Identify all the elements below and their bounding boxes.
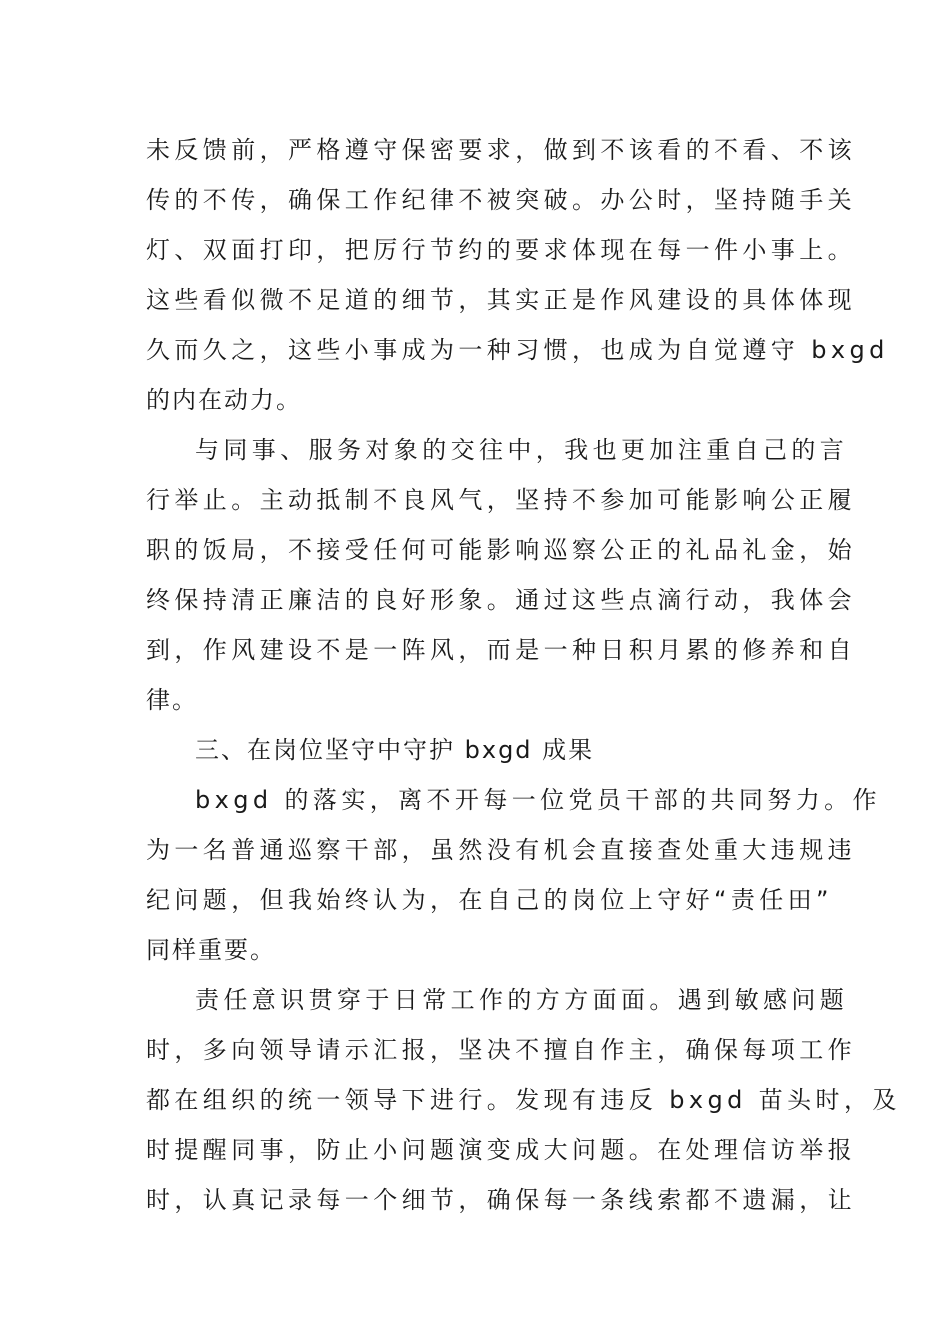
- text-line: 行举止。主动抵制不良风气，坚持不参加可能影响公正履: [146, 486, 856, 514]
- text-line: 职的饭局，不接受任何可能影响巡察公正的礼品礼金，始: [146, 536, 856, 564]
- text-line: 到，作风建设不是一阵风，而是一种日积月累的修养和自: [146, 636, 856, 664]
- text-line: 这些看似微不足道的细节，其实正是作风建设的具体体现: [146, 286, 856, 314]
- text-line: 为一名普通巡察干部，虽然没有机会直接查处重大违规违: [146, 836, 856, 864]
- text-line: 时，多向领导请示汇报，坚决不擅自作主，确保每项工作: [146, 1036, 856, 1064]
- paragraph: [146, 775, 881, 975]
- text-line: 未反馈前，严格遵守保密要求，做到不该看的不看、不该: [146, 136, 856, 164]
- text-line: 纪问题，但我始终认为，在自己的岗位上守好“责任田”: [146, 886, 833, 914]
- document-body: [146, 125, 901, 1225]
- text-line: 时提醒同事，防止小问题演变成大问题。在处理信访举报: [146, 1136, 856, 1164]
- text-line: 久而久之，这些小事成为一种习惯，也成为自觉遵守 bxgd: [146, 336, 889, 364]
- text-line: 终保持清正廉洁的良好形象。通过这些点滴行动，我体会: [146, 586, 856, 614]
- text-line: bxgd 的落实，离不开每一位党员干部的共同努力。作: [195, 786, 881, 814]
- paragraph: [146, 975, 901, 1225]
- section-heading: [146, 725, 806, 775]
- text-line: 责任意识贯穿于日常工作的方方面面。遇到敏感问题: [195, 986, 849, 1014]
- paragraph-continued: [146, 125, 889, 425]
- text-line: 同样重要。: [146, 936, 276, 964]
- section-heading-text: 三、在岗位坚守中守护 bxgd 成果: [195, 736, 595, 764]
- text-line: 都在组织的统一领导下进行。发现有违反 bxgd 苗头时，及: [146, 1086, 901, 1114]
- text-line: 与同事、服务对象的交往中，我也更加注重自己的言: [195, 436, 849, 464]
- text-line: 时，认真记录每一个细节，确保每一条线索都不遗漏，让: [146, 1186, 856, 1214]
- paragraph: [146, 425, 856, 725]
- text-line: 灯、双面打印，把厉行节约的要求体现在每一件小事上。: [146, 236, 856, 264]
- text-line: 的内在动力。: [146, 386, 302, 414]
- text-line: 律。: [146, 686, 198, 714]
- text-line: 传的不传，确保工作纪律不被突破。办公时，坚持随手关: [146, 186, 856, 214]
